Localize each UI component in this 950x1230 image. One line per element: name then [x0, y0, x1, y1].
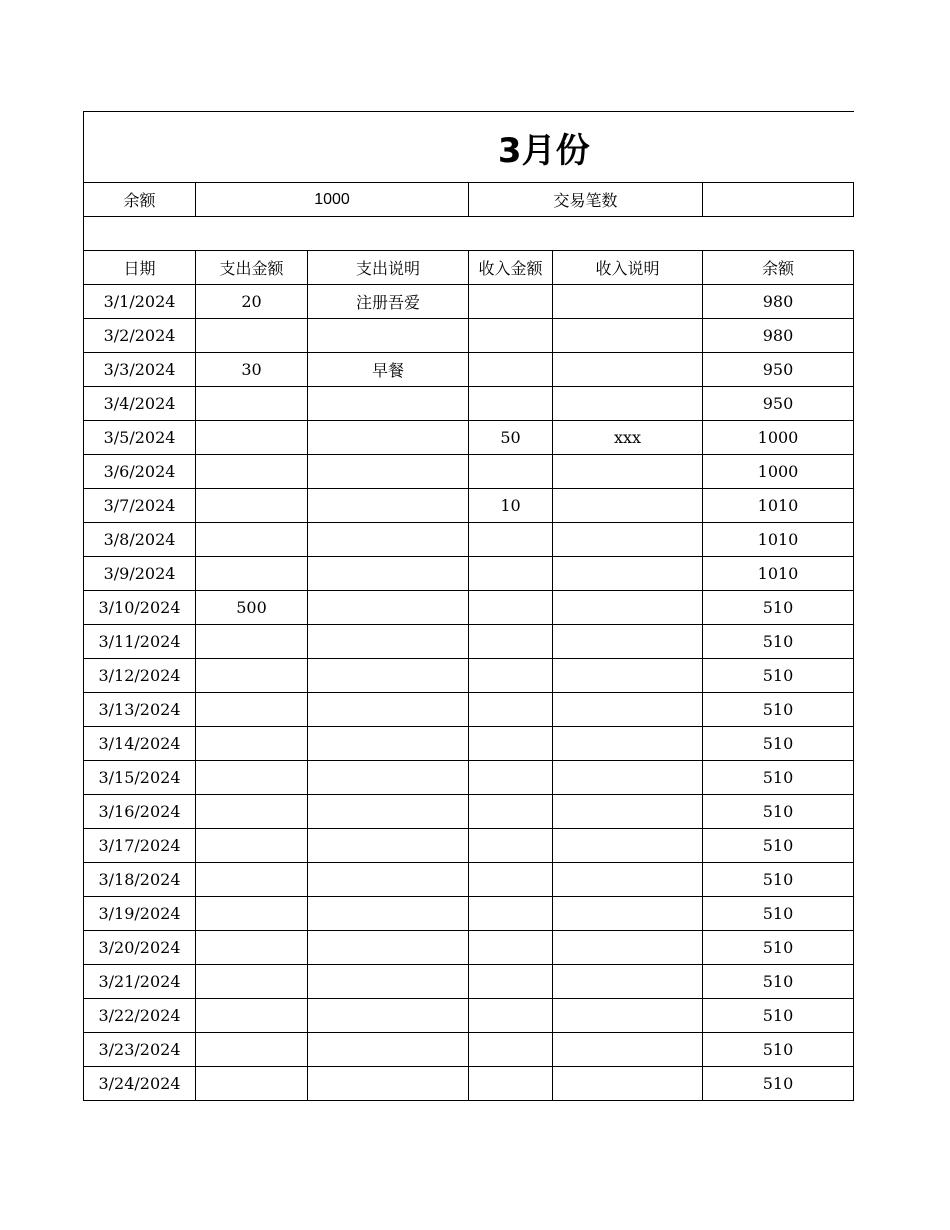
cell-balance[interactable]: 950: [703, 353, 854, 387]
cell-expense[interactable]: [196, 999, 308, 1033]
cell-income[interactable]: [469, 353, 553, 387]
cell-date[interactable]: 3/7/2024: [84, 489, 196, 523]
cell-expense-note[interactable]: [308, 625, 469, 659]
cell-income-note[interactable]: [553, 489, 703, 523]
cell-income[interactable]: [469, 727, 553, 761]
cell-income-note[interactable]: [553, 625, 703, 659]
cell-income[interactable]: [469, 965, 553, 999]
cell-balance[interactable]: 510: [703, 1067, 854, 1101]
cell-balance[interactable]: 1010: [703, 523, 854, 557]
table-row: [84, 319, 854, 353]
cell-income-note[interactable]: [553, 591, 703, 625]
cell-income[interactable]: [469, 795, 553, 829]
cell-income[interactable]: [469, 931, 553, 965]
cell-expense-note[interactable]: [308, 659, 469, 693]
table-row: [84, 863, 854, 897]
ledger-sheet: [83, 111, 853, 1101]
cell-expense-note[interactable]: [308, 897, 469, 931]
cell-expense[interactable]: 20: [196, 285, 308, 319]
cell-income[interactable]: [469, 1067, 553, 1101]
cell-expense[interactable]: [196, 387, 308, 421]
cell-expense[interactable]: 500: [196, 591, 308, 625]
spacer-row: [84, 217, 854, 251]
cell-income-note[interactable]: [553, 931, 703, 965]
cell-date[interactable]: 3/21/2024: [84, 965, 196, 999]
table-row: [84, 557, 854, 591]
cell-expense-note[interactable]: [308, 931, 469, 965]
cell-date[interactable]: 3/13/2024: [84, 693, 196, 727]
cell-expense-note[interactable]: [308, 727, 469, 761]
cell-income-note[interactable]: xxx: [553, 421, 703, 455]
cell-expense[interactable]: [196, 421, 308, 455]
cell-income[interactable]: 10: [469, 489, 553, 523]
cell-balance[interactable]: 510: [703, 625, 854, 659]
cell-expense[interactable]: [196, 1033, 308, 1067]
table-row: [84, 625, 854, 659]
cell-income-note[interactable]: [553, 795, 703, 829]
table-row: [84, 829, 854, 863]
cell-income-note[interactable]: [553, 1033, 703, 1067]
balance-label-cell[interactable]: 余额: [84, 183, 196, 217]
table-row: [84, 1033, 854, 1067]
table-row: [84, 999, 854, 1033]
cell-income-note[interactable]: [553, 727, 703, 761]
cell-income-note[interactable]: [553, 965, 703, 999]
cell-income-note[interactable]: [553, 829, 703, 863]
cell-income[interactable]: [469, 659, 553, 693]
cell-expense-note[interactable]: [308, 1033, 469, 1067]
cell-balance[interactable]: 510: [703, 1033, 854, 1067]
cell-expense-note[interactable]: [308, 863, 469, 897]
cell-expense[interactable]: 30: [196, 353, 308, 387]
spacer-cell[interactable]: [84, 217, 854, 251]
cell-balance[interactable]: 1010: [703, 557, 854, 591]
header-income[interactable]: 收入金额: [469, 251, 553, 285]
title-row: [84, 112, 854, 183]
cell-income[interactable]: [469, 999, 553, 1033]
cell-income[interactable]: [469, 829, 553, 863]
cell-expense-note[interactable]: [308, 693, 469, 727]
cell-income[interactable]: [469, 897, 553, 931]
cell-expense[interactable]: [196, 625, 308, 659]
cell-income[interactable]: [469, 1033, 553, 1067]
cell-income[interactable]: [469, 319, 553, 353]
ledger-table: [83, 111, 854, 1101]
cell-date[interactable]: 3/5/2024: [84, 421, 196, 455]
cell-income-note[interactable]: [553, 523, 703, 557]
header-row: [84, 251, 854, 285]
cell-date[interactable]: 3/22/2024: [84, 999, 196, 1033]
cell-income[interactable]: [469, 557, 553, 591]
header-income-note[interactable]: 收入说明: [553, 251, 703, 285]
cell-expense-note[interactable]: [308, 999, 469, 1033]
cell-expense-note[interactable]: [308, 1067, 469, 1101]
cell-date[interactable]: 3/11/2024: [84, 625, 196, 659]
balance-value-cell[interactable]: 1000: [196, 183, 469, 217]
cell-income[interactable]: [469, 523, 553, 557]
cell-income[interactable]: [469, 591, 553, 625]
cell-income-note[interactable]: [553, 285, 703, 319]
cell-expense[interactable]: [196, 897, 308, 931]
cell-income-note[interactable]: [553, 455, 703, 489]
cell-balance[interactable]: 980: [703, 319, 854, 353]
cell-expense[interactable]: [196, 795, 308, 829]
cell-balance[interactable]: 510: [703, 931, 854, 965]
cell-balance[interactable]: 510: [703, 591, 854, 625]
cell-income-note[interactable]: [553, 659, 703, 693]
cell-expense[interactable]: [196, 1067, 308, 1101]
cell-date[interactable]: 3/2/2024: [84, 319, 196, 353]
cell-income-note[interactable]: [553, 1067, 703, 1101]
cell-income-note[interactable]: [553, 387, 703, 421]
cell-expense-note[interactable]: [308, 319, 469, 353]
cell-income-note[interactable]: [553, 999, 703, 1033]
table-row: [84, 489, 854, 523]
tx-count-value-cell[interactable]: [703, 183, 854, 217]
cell-income[interactable]: [469, 285, 553, 319]
cell-date[interactable]: 3/9/2024: [84, 557, 196, 591]
cell-income-note[interactable]: [553, 693, 703, 727]
cell-income-note[interactable]: [553, 353, 703, 387]
cell-income[interactable]: [469, 863, 553, 897]
table-row: [84, 523, 854, 557]
cell-date[interactable]: 3/23/2024: [84, 1033, 196, 1067]
cell-date[interactable]: 3/1/2024: [84, 285, 196, 319]
cell-date[interactable]: 3/20/2024: [84, 931, 196, 965]
table-row: [84, 931, 854, 965]
table-row: [84, 727, 854, 761]
cell-expense-note[interactable]: 注册吾爱: [308, 285, 469, 319]
table-row: [84, 1067, 854, 1101]
cell-date[interactable]: 3/17/2024: [84, 829, 196, 863]
cell-income-note[interactable]: [553, 761, 703, 795]
table-row: [84, 965, 854, 999]
cell-expense-note[interactable]: [308, 421, 469, 455]
cell-balance[interactable]: 1000: [703, 421, 854, 455]
cell-balance[interactable]: 510: [703, 659, 854, 693]
cell-expense-note[interactable]: [308, 387, 469, 421]
cell-balance[interactable]: 510: [703, 965, 854, 999]
cell-income[interactable]: [469, 761, 553, 795]
cell-balance[interactable]: 510: [703, 829, 854, 863]
table-row: [84, 795, 854, 829]
cell-expense-note[interactable]: [308, 829, 469, 863]
cell-balance[interactable]: 1010: [703, 489, 854, 523]
cell-date[interactable]: 3/15/2024: [84, 761, 196, 795]
cell-date[interactable]: 3/14/2024: [84, 727, 196, 761]
cell-expense-note[interactable]: [308, 557, 469, 591]
cell-balance[interactable]: 510: [703, 795, 854, 829]
cell-expense-note[interactable]: [308, 455, 469, 489]
table-row: [84, 353, 854, 387]
cell-expense-note[interactable]: [308, 761, 469, 795]
cell-balance[interactable]: 510: [703, 761, 854, 795]
cell-expense[interactable]: [196, 319, 308, 353]
cell-date[interactable]: 3/18/2024: [84, 863, 196, 897]
header-date[interactable]: 日期: [84, 251, 196, 285]
cell-date[interactable]: 3/3/2024: [84, 353, 196, 387]
cell-balance[interactable]: 510: [703, 693, 854, 727]
header-expense-note[interactable]: 支出说明: [308, 251, 469, 285]
cell-expense-note[interactable]: [308, 965, 469, 999]
cell-date[interactable]: 3/24/2024: [84, 1067, 196, 1101]
cell-expense-note[interactable]: [308, 523, 469, 557]
cell-expense-note[interactable]: 早餐: [308, 353, 469, 387]
cell-balance[interactable]: 510: [703, 727, 854, 761]
cell-expense[interactable]: [196, 863, 308, 897]
cell-income[interactable]: [469, 455, 553, 489]
table-row: [84, 455, 854, 489]
cell-date[interactable]: 3/6/2024: [84, 455, 196, 489]
cell-income[interactable]: [469, 693, 553, 727]
cell-expense-note[interactable]: [308, 795, 469, 829]
table-row: [84, 387, 854, 421]
cell-balance[interactable]: 950: [703, 387, 854, 421]
table-row: [84, 421, 854, 455]
table-row: [84, 659, 854, 693]
cell-date[interactable]: 3/12/2024: [84, 659, 196, 693]
cell-expense[interactable]: [196, 829, 308, 863]
cell-expense-note[interactable]: [308, 591, 469, 625]
cell-balance[interactable]: 510: [703, 863, 854, 897]
table-row: [84, 897, 854, 931]
cell-expense[interactable]: [196, 761, 308, 795]
cell-balance[interactable]: 510: [703, 897, 854, 931]
cell-income[interactable]: 50: [469, 421, 553, 455]
cell-date[interactable]: 3/8/2024: [84, 523, 196, 557]
cell-balance[interactable]: 980: [703, 285, 854, 319]
cell-expense[interactable]: [196, 489, 308, 523]
cell-balance[interactable]: 510: [703, 999, 854, 1033]
cell-expense-note[interactable]: [308, 489, 469, 523]
cell-date[interactable]: 3/10/2024: [84, 591, 196, 625]
cell-date[interactable]: 3/19/2024: [84, 897, 196, 931]
cell-income-note[interactable]: [553, 557, 703, 591]
tx-count-label-cell[interactable]: 交易笔数: [469, 183, 703, 217]
header-balance[interactable]: 余额: [703, 251, 854, 285]
sheet-title[interactable]: 3月份: [84, 112, 854, 183]
cell-balance[interactable]: 1000: [703, 455, 854, 489]
cell-income[interactable]: [469, 387, 553, 421]
cell-date[interactable]: 3/4/2024: [84, 387, 196, 421]
header-expense[interactable]: 支出金额: [196, 251, 308, 285]
cell-expense[interactable]: [196, 727, 308, 761]
table-row: [84, 285, 854, 319]
cell-expense[interactable]: [196, 931, 308, 965]
cell-income-note[interactable]: [553, 863, 703, 897]
summary-row: [84, 183, 854, 217]
table-row: [84, 591, 854, 625]
cell-expense[interactable]: [196, 523, 308, 557]
cell-income-note[interactable]: [553, 319, 703, 353]
cell-expense[interactable]: [196, 455, 308, 489]
table-row: [84, 693, 854, 727]
cell-income-note[interactable]: [553, 897, 703, 931]
cell-expense[interactable]: [196, 659, 308, 693]
table-row: [84, 761, 854, 795]
cell-expense[interactable]: [196, 557, 308, 591]
cell-expense[interactable]: [196, 965, 308, 999]
cell-income[interactable]: [469, 625, 553, 659]
cell-expense[interactable]: [196, 693, 308, 727]
cell-date[interactable]: 3/16/2024: [84, 795, 196, 829]
